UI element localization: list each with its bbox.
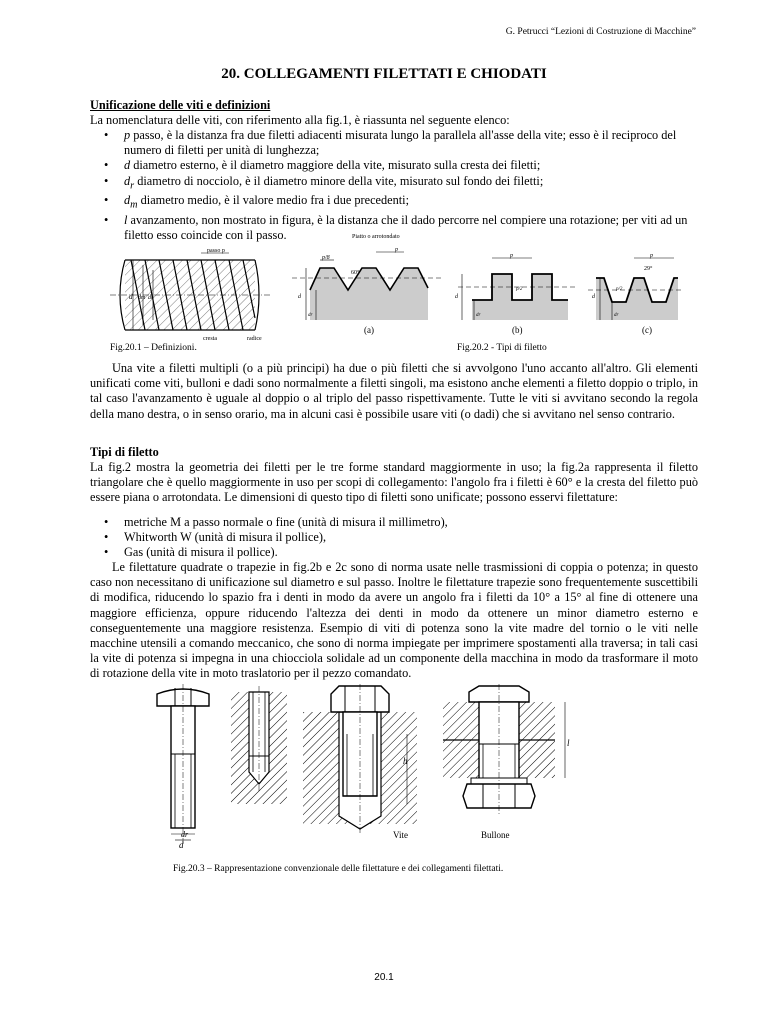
symbol: p bbox=[124, 128, 131, 142]
label-dr-c: dr bbox=[614, 313, 619, 318]
label-p8: p/8 bbox=[322, 255, 330, 261]
section-heading-unificazione: Unificazione delle viti e definizioni bbox=[90, 98, 271, 112]
label-p2-c: p/2 bbox=[616, 287, 623, 292]
figure-20-3-caption: Fig.20.3 – Rappresentazione convenzionale delle filettature e dei collegamenti filettati. bbox=[173, 864, 504, 874]
bullet-icon: • bbox=[104, 212, 109, 227]
label-29deg: 29° bbox=[644, 266, 653, 272]
symbol: l bbox=[124, 212, 128, 227]
figure-20-1-screw-definitions bbox=[105, 244, 275, 344]
label-dm: dm bbox=[138, 295, 146, 301]
list-item bbox=[90, 530, 698, 545]
bullet-icon: • bbox=[104, 158, 109, 173]
list-item-text: Whitworth W (unità di misura il pollice), bbox=[124, 530, 327, 545]
thread-standards-list bbox=[90, 515, 698, 561]
label-b: (b) bbox=[512, 325, 523, 335]
label-piatto: Piatto o arrotondato bbox=[352, 234, 400, 240]
symbol: d bbox=[124, 158, 131, 173]
symbol-subscript: r bbox=[130, 180, 135, 192]
bullet-icon: • bbox=[104, 515, 109, 529]
definition-text: diametro medio, è il valore medio fra i due precedenti; bbox=[137, 193, 410, 208]
section2-intro: La fig.2 mostra la geometria dei filetti per le tre forme standard maggiormente in uso; la fig.2a rappresenta il filetto triangolare che è quello maggiormente in uso per scopi di collegamento: l'angolo fra i filetti è 60° e la cresta del filetto può essere piana o arrotondata. Le dimensioni di questo tipo di filetti sono unificate; possono esservi filettature: bbox=[90, 460, 698, 505]
list-item-text: metriche M a passo normale o fine (unità di misura il millimetro), bbox=[124, 515, 448, 529]
label-dr-a: dr bbox=[308, 313, 313, 318]
page-number: 20.1 bbox=[374, 972, 394, 983]
definition-text: avanzamento, non mostrato in figura, è la distanza che il dado percorre nel compiere una rotazione; per viti ad un filetto esso coincide con il passo. bbox=[124, 212, 688, 243]
label-passo: passo p bbox=[207, 248, 225, 254]
list-item bbox=[90, 128, 698, 158]
label-d: d bbox=[129, 293, 133, 301]
label-l: l bbox=[567, 738, 570, 748]
paragraph-filettature-quadrate: Le filettature quadrate o trapezie in fig.2b e 2c sono di norma usate nelle trasmissioni di coppia o potenza; in questo caso non necessitano di unificazione sul diametro e sul passo. Inoltre le filettature trapezie sono frequentemente suscettibili di modifica, riducendo lo spazio fra i denti in modo da avere un angolo fra i filetti da 10° a 15° al fine di ottenere una maggiore efficienza, oppure riducendo l'altezza dei denti in modo da ottenere un minor diametro esterno e conseguentemente una maggiore resistenza. Esempio di viti di potenza sono la vite madre del tornio o le viti nelle macchine utensili a comando meccanico, che sono di norma impiegate per imprimere spostamenti alla traversa; in tali casi la vite di potenza si impegna in una chiocciola solidale ad un componente della macchina in modo da trasformare il moto di rotazione della vite in moto traslatorio per il pezzo comandato. bbox=[90, 560, 698, 681]
label-h: h bbox=[403, 756, 408, 766]
paragraph-filetti-multipli: Una vite a filetti multipli (o a più principi) ha due o più filetti che si avvolgono l'uno accanto all'altro. Gli elementi unificati come viti, bulloni e dadi sono normalmente a filetti singoli, ma esistono anche elementi a filetto doppio o triplo, in tal caso l'avanzamento è uguale al doppio o al triplo del passo rispettivamente. Tutte le viti si avvitano secondo la regola della mano destra, o in senso orario, ma in alcuni casi è possibile usare viti (o dadi) che si avvitano nel senso contrario. bbox=[90, 361, 698, 421]
figure-20-2-thread-types bbox=[282, 230, 682, 342]
page-title: 20. COLLEGAMENTI FILETTATI E CHIODATI bbox=[221, 66, 547, 82]
bullet-icon: • bbox=[104, 530, 109, 545]
label-bullone: Bullone bbox=[481, 830, 510, 840]
label-d-c: d bbox=[592, 294, 595, 300]
label-p-a: p bbox=[395, 247, 398, 253]
symbol-subscript: m bbox=[130, 199, 138, 211]
list-item bbox=[90, 174, 698, 194]
definition-text: passo, è la distanza fra due filetti adiacenti misurata lungo la parallela all'asse della vite; esso è il reciproco del numero di filetti per unità di lunghezza; bbox=[124, 128, 677, 158]
figure-20-2-caption: Fig.20.2 - Tipi di filetto bbox=[457, 343, 547, 353]
bullet-icon: • bbox=[104, 545, 109, 560]
list-item bbox=[90, 158, 698, 173]
label-c: (c) bbox=[642, 325, 652, 335]
running-header: G. Petrucci “Lezioni di Costruzione di Macchine” bbox=[505, 27, 696, 37]
definition-text: diametro esterno, è il diametro maggiore della vite, misurato sulla cresta dei filetti; bbox=[130, 158, 541, 173]
bullet-icon: • bbox=[104, 173, 109, 188]
list-item bbox=[90, 545, 698, 560]
definition-text: diametro di nocciolo, è il diametro minore della vite, misurato sul fondo dei filetti; bbox=[134, 173, 544, 188]
list-item bbox=[90, 193, 698, 213]
label-dr-b: dr bbox=[476, 313, 481, 318]
figure-20-1-caption: Fig.20.1 – Definizioni. bbox=[110, 343, 197, 353]
list-item-text: Gas (unità di misura il pollice). bbox=[124, 545, 278, 560]
definition-list bbox=[90, 128, 698, 243]
label-vite: Vite bbox=[393, 830, 408, 840]
symbol: d bbox=[124, 173, 131, 188]
label-dr-fig3: dr bbox=[181, 830, 189, 839]
section1-intro: La nomenclatura delle viti, con riferimento alla fig.1, è riassunta nel seguente elenco: bbox=[90, 113, 510, 127]
symbol: d bbox=[124, 193, 131, 208]
bullet-icon: • bbox=[104, 193, 109, 208]
label-d-fig3: d bbox=[179, 840, 184, 850]
label-p2-b: p/2 bbox=[516, 287, 523, 292]
label-dr: dr bbox=[148, 295, 154, 301]
label-d-a: d bbox=[298, 294, 301, 300]
label-a: (a) bbox=[364, 325, 374, 335]
label-d-b: d bbox=[455, 294, 458, 300]
label-p-b: p bbox=[510, 253, 513, 259]
label-radice: radice bbox=[247, 336, 262, 342]
figure-20-3-threaded-joints bbox=[145, 684, 615, 856]
label-cresta: cresta bbox=[203, 336, 217, 342]
section-heading-tipi-filetto: Tipi di filetto bbox=[90, 445, 159, 459]
label-60deg: 60° bbox=[351, 270, 360, 276]
bullet-icon: • bbox=[104, 128, 109, 142]
label-p-c: p bbox=[650, 253, 653, 259]
list-item bbox=[90, 515, 698, 530]
